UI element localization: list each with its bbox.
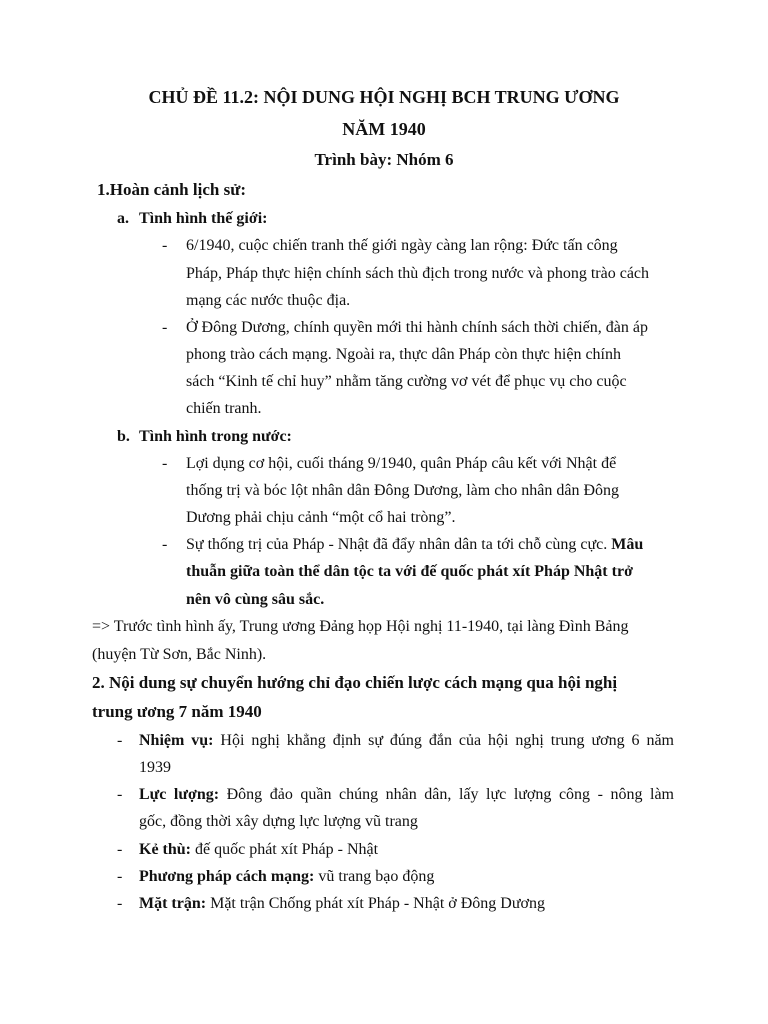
subsection-b-marker: b. <box>117 428 130 445</box>
item-label: Nhiệm vụ: <box>139 732 214 749</box>
bullet-text-line: Lợi dụng cơ hội, cuối tháng 9/1940, quân Pháp câu kết với Nhật để <box>186 455 617 472</box>
item-line-continued: 1939 <box>139 759 171 776</box>
document-title-line-2: NĂM 1940 <box>342 119 426 139</box>
item-text: Đông đảo quần chúng nhân dân, lấy lực lượng công - nông làm <box>219 786 674 803</box>
item-label: Mặt trận: <box>139 895 207 912</box>
section-1-heading: 1.Hoàn cảnh lịch sử: <box>97 180 247 199</box>
item-label: Kẻ thù: <box>139 841 191 858</box>
subsection-a-heading: Tình hình thế giới: <box>139 210 268 227</box>
bullet-text-line: Pháp, Pháp thực hiện chính sách thù địch trong nước và phong trào cách <box>186 265 650 282</box>
item-line <box>139 785 674 805</box>
document-title-line-1: CHỦ ĐỀ 11.2: NỘI DUNG HỘI NGHỊ BCH TRUNG ƯƠNG <box>148 87 620 107</box>
item-marker: - <box>117 732 123 749</box>
bullet-text-line: thống trị và bóc lột nhân dân Đông Dương, làm cho nhân dân Đông <box>186 482 620 499</box>
bullet-text-line-bold: nên vô cùng sâu sắc. <box>186 591 325 608</box>
conclusion-line: (huyện Từ Sơn, Bắc Ninh). <box>92 646 267 663</box>
item-label: Lực lượng: <box>139 786 220 803</box>
bullet-marker: - <box>162 237 168 254</box>
subsection-b-heading: Tình hình trong nước: <box>139 428 292 445</box>
item-marker: - <box>117 786 123 803</box>
bullet-text-line-bold: thuẫn giữa toàn thể dân tộc ta với đế quốc phát xít Pháp Nhật trở <box>186 563 633 580</box>
subsection-a-marker: a. <box>117 210 129 227</box>
item-text: Mặt trận Chống phát xít Pháp - Nhật ở Đông Dương <box>206 895 545 912</box>
bullet-text-line: phong trào cách mạng. Ngoài ra, thực dân Pháp còn thực hiện chính <box>186 346 621 363</box>
bullet-text-normal: Sự thống trị của Pháp - Nhật đã đẩy nhân dân ta tới chỗ cùng cực. <box>186 536 612 553</box>
item-label: Phương pháp cách mạng: <box>139 868 315 885</box>
bullet-text-line: Dương phải chịu cảnh “một cổ hai tròng”. <box>186 509 456 526</box>
bullet-marker: - <box>162 455 168 472</box>
item-marker: - <box>117 841 123 858</box>
item-text: đế quốc phát xít Pháp - Nhật <box>191 841 379 858</box>
section-2-heading-line: 2. Nội dung sự chuyển hướng chỉ đạo chiến lược cách mạng qua hội nghị <box>92 673 618 692</box>
bullet-text-line: sách “Kinh tế chỉ huy” nhằm tăng cường vơ vét để phục vụ cho cuộc <box>186 373 627 390</box>
bullet-marker: - <box>162 319 168 336</box>
bullet-text-bold: Mâu <box>611 536 644 553</box>
item-line <box>139 867 434 887</box>
bullet-marker: - <box>162 536 168 553</box>
bullet-text-line: chiến tranh. <box>186 400 262 417</box>
bullet-text-line-mixed <box>186 535 643 555</box>
item-line <box>139 840 378 860</box>
bullet-text-line: 6/1940, cuộc chiến tranh thế giới ngày càng lan rộng: Đức tấn công <box>186 237 618 254</box>
item-line <box>139 894 545 914</box>
presenter-line: Trình bày: Nhóm 6 <box>314 150 454 169</box>
bullet-text-line: Ở Đông Dương, chính quyền mới thi hành chính sách thời chiến, đàn áp <box>186 319 648 336</box>
section-2-heading-line: trung ương 7 năm 1940 <box>92 702 262 721</box>
conclusion-line: => Trước tình hình ấy, Trung ương Đảng họp Hội nghị 11-1940, tại làng Đình Bảng <box>92 618 629 635</box>
item-text: vũ trang bạo động <box>314 868 435 885</box>
bullet-text-line: mạng các nước thuộc địa. <box>186 292 351 309</box>
item-marker: - <box>117 895 123 912</box>
item-line-continued: gốc, đồng thời xây dựng lực lượng vũ trang <box>139 813 418 830</box>
item-marker: - <box>117 868 123 885</box>
item-text: Hội nghị khẳng định sự đúng đắn của hội nghị trung ương 6 năm <box>213 732 674 749</box>
item-line <box>139 731 674 751</box>
